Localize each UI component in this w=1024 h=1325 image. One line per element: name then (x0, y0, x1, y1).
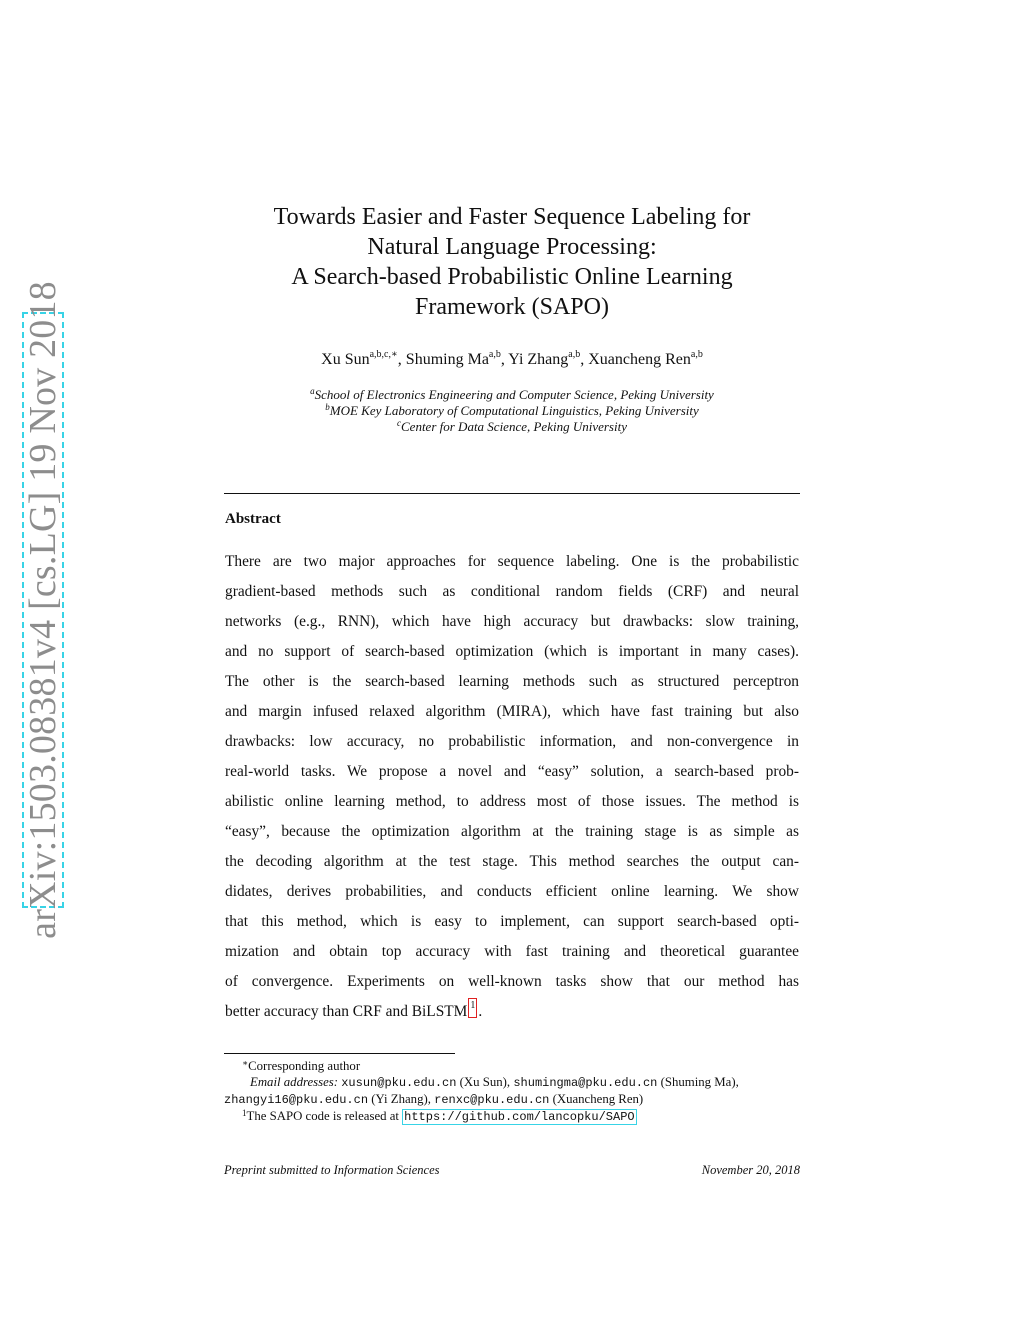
abstract-line: that this method, which is easy to implement, can support search-based opti- (225, 913, 799, 930)
affiliation-mark: c (397, 418, 401, 428)
affiliation (212, 419, 812, 435)
footnote-text: The SAPO code is released at (246, 1109, 399, 1123)
title-line: Towards Easier and Faster Sequence Labeling for (273, 204, 751, 230)
abstract-line: didates, derives probabilities, and conducts efficient online learning. We show (225, 883, 799, 900)
email-link[interactable]: xusun@pku.edu.cn (341, 1076, 457, 1090)
email-link[interactable]: zhangyi16@pku.edu.cn (224, 1093, 369, 1107)
abstract-line: and no support of search-based optimization (which is important in many cases). (225, 643, 799, 660)
abstract-line: networks (e.g., RNN), which have high accuracy but drawbacks: slow training, (225, 613, 799, 630)
abstract-line: of convergence. Experiments on well-known tasks show that our method has (225, 973, 799, 990)
email-label: Email addresses: (250, 1075, 339, 1089)
author-name: Xu Sun (321, 351, 370, 368)
footnote-mark: 1 (242, 1108, 247, 1118)
code-url-link[interactable]: https://github.com/lancopku/SAPO (404, 1110, 635, 1124)
affiliations (212, 387, 812, 435)
affiliation (212, 387, 812, 403)
affiliation-text: MOE Key Laboratory of Computational Linguistics, Peking University (329, 403, 699, 418)
footnote-link-1[interactable]: 1 (468, 998, 477, 1018)
email-owner: (Yi Zhang), (371, 1092, 431, 1106)
email-link[interactable]: shumingma@pku.edu.cn (513, 1076, 658, 1090)
author-name: Shuming Ma (405, 351, 489, 368)
author-affil-mark: a,b (690, 349, 703, 360)
abstract-heading: Abstract (225, 511, 281, 527)
arxiv-stamp[interactable]: arXiv:1503.08381v4 [cs.LG] 19 Nov 2018 (22, 281, 64, 939)
footnote-emails-cont (224, 1091, 800, 1108)
abstract-line: real-world tasks. We propose a novel and “easy” solution, a search-based prob- (225, 763, 799, 780)
abstract-line: drawbacks: low accuracy, no probabilistic information, and non-convergence in (225, 733, 799, 750)
email-owner: (Xu Sun), (459, 1075, 511, 1089)
title-line: A Search-based Probabilistic Online Learning (291, 264, 733, 290)
abstract-line: gradient-based methods such as conditional random fields (CRF) and neural (225, 583, 799, 600)
affiliation-mark: b (325, 402, 330, 412)
email-owner: (Shuming Ma), (660, 1075, 739, 1089)
author-list: Xu Sun$^{a,b,c,∗}$, Shuming Ma$^{a,b}$, Yi Zhang$^{a,b}$, Xuancheng Ren$^{a,b}$ (321, 349, 703, 368)
abstract-last-text: better accuracy than CRF and BiLSTM (225, 1003, 468, 1020)
abstract-line-last (225, 997, 799, 1027)
email-owner: (Xuancheng Ren) (552, 1092, 644, 1106)
email-link[interactable]: renxc@pku.edu.cn (434, 1093, 550, 1107)
abstract-top-rule (224, 493, 800, 494)
abstract-line: There are two major approaches for sequence labeling. One is the probabilistic (225, 553, 799, 570)
author-name: Yi Zhang (508, 351, 569, 368)
abstract-line: abilistic online learning method, to address most of those issues. The method is (225, 793, 799, 810)
title-line: Natural Language Processing: (367, 234, 657, 260)
footer-venue: Preprint submitted to Information Sciences (224, 1163, 440, 1177)
abstract-line: The other is the search-based learning methods such as structured perceptron (225, 673, 799, 690)
author-affil-mark: a,b (488, 349, 501, 360)
abstract-last-period: . (478, 1003, 483, 1020)
abstract-line: the decoding algorithm at the test stage. This method searches the output can- (225, 853, 799, 870)
paper-title (212, 202, 812, 322)
abstract-line: “easy”, because the optimization algorithm at the training stage is as simple as (225, 823, 799, 840)
affiliation-text: Center for Data Science, Peking University (401, 419, 627, 434)
footnote-text: Corresponding author (248, 1059, 361, 1073)
author-name: Xuancheng Ren (588, 351, 691, 368)
footnotes (224, 1058, 800, 1125)
footnote-mark: ∗ (242, 1058, 249, 1068)
footnote-emails (224, 1074, 800, 1091)
abstract-line: mization and obtain top accuracy with fast training and theoretical guarantee (225, 943, 799, 960)
title-line: Framework (SAPO) (415, 294, 609, 320)
affiliation-text: School of Electronics Engineering and Computer Science, Peking University (314, 387, 714, 402)
affiliation-mark: a (310, 386, 315, 396)
footnote-corresponding (224, 1058, 800, 1074)
footer-date: November 20, 2018 (701, 1163, 800, 1177)
author-affil-mark: a,b,c,∗ (369, 349, 398, 360)
footnote-rule (224, 1053, 455, 1054)
abstract-body (225, 547, 799, 1027)
author-affil-mark: a,b (568, 349, 581, 360)
footnote-code (224, 1108, 800, 1125)
abstract-line: and margin infused relaxed algorithm (MIRA), which have fast training but also (225, 703, 799, 720)
affiliation (212, 403, 812, 419)
